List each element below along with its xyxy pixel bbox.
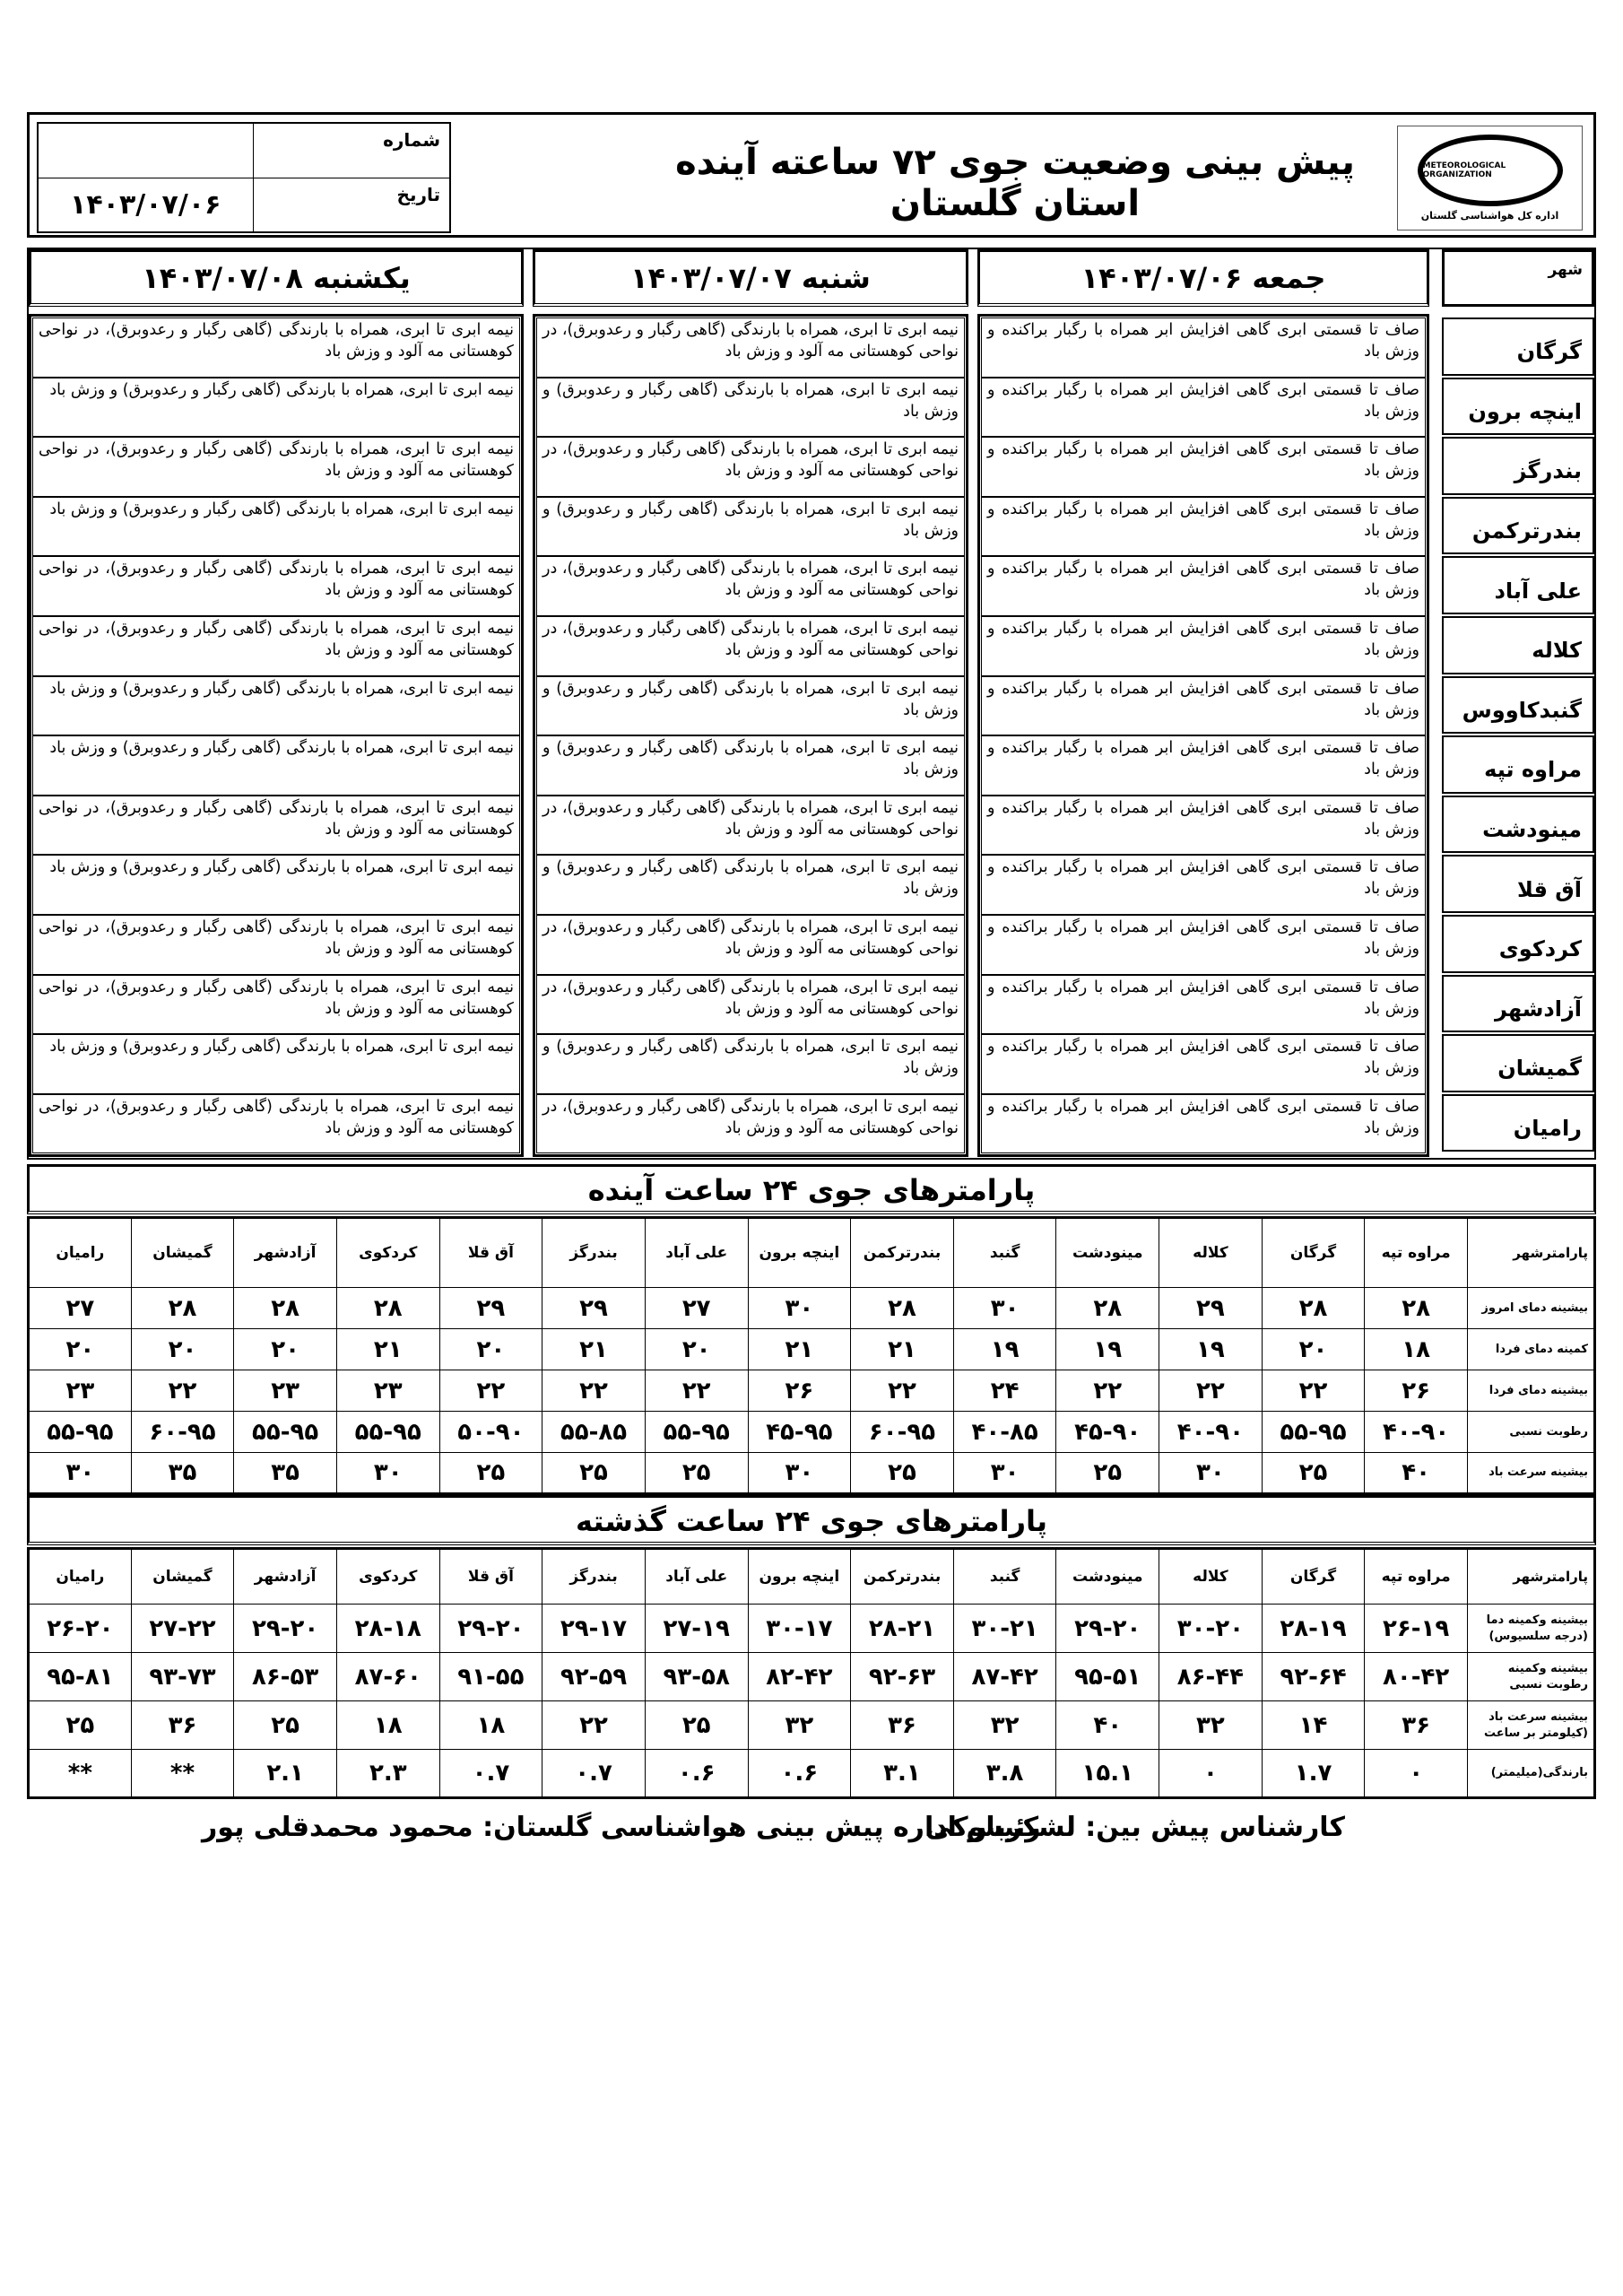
parameter-row: [29, 1288, 1595, 1329]
parameter-label: بیشینه وکمینه رطوبت نسبی: [1468, 1653, 1595, 1701]
city-column-header: مینودشت: [1056, 1218, 1159, 1288]
parameter-row: [29, 1412, 1595, 1453]
forecast-cell: نیمه ابری تا ابری، همراه با بارندگی (گاهی رگبار و رعدوبرق)، در نواحی کوهستانی مه آلود و وزش باد: [536, 915, 965, 975]
parameter-value: ۲۸: [1056, 1288, 1159, 1329]
parameter-value: ۳۲: [748, 1701, 851, 1750]
day-header-3: یکشنبه ۱۴۰۳/۰۷/۰۸: [29, 249, 524, 307]
parameter-value: ۲۲: [542, 1701, 646, 1750]
parameter-value: ۹۱-۵۵: [439, 1653, 542, 1701]
parameter-value: ۲۷-۱۹: [645, 1605, 748, 1653]
parameter-value: ۱۸: [1365, 1329, 1468, 1370]
forecast-cell: نیمه ابری تا ابری، همراه با بارندگی (گاهی رگبار و رعدوبرق) و وزش باد: [32, 855, 520, 915]
parameter-value: ۵۵-۹۵: [234, 1412, 337, 1453]
city-column-header: گمیشان: [131, 1549, 234, 1605]
parameter-value: ۵۵-۹۵: [1262, 1412, 1365, 1453]
forecast-cell: صاف تا قسمتی ابری گاهی افزایش ابر همراه با رگبار براکنده و وزش باد: [981, 1094, 1426, 1154]
city-column-header: اینچه برون: [748, 1549, 851, 1605]
parameter-value: ۲۵: [645, 1453, 748, 1494]
parameter-value: ۴۰-۹۰: [1365, 1412, 1468, 1453]
parameter-value: ۲۶-۱۹: [1365, 1605, 1468, 1653]
parameter-value: ۲۶: [748, 1370, 851, 1412]
parameter-value: ۴۰-۸۵: [953, 1412, 1056, 1453]
parameter-value: ۱.۷: [1262, 1750, 1365, 1798]
parameter-value: ۱۹: [1056, 1329, 1159, 1370]
parameter-value: ۲۹-۲۰: [234, 1605, 337, 1653]
parameter-value: ۲۹: [542, 1288, 646, 1329]
parameter-value: ۳۵: [234, 1453, 337, 1494]
parameter-value: ۸۶-۴۴: [1159, 1653, 1263, 1701]
city-column-header: کلاله: [1159, 1218, 1263, 1288]
parameter-value: **: [29, 1750, 132, 1798]
parameter-value: ۶۰-۹۵: [851, 1412, 954, 1453]
parameter-value: ۹۲-۶۳: [851, 1653, 954, 1701]
parameter-value: ۱۹: [1159, 1329, 1263, 1370]
parameter-value: ۹۳-۷۳: [131, 1653, 234, 1701]
parameter-value: ۲۸: [131, 1288, 234, 1329]
forecast-city-4: علی آباد: [1442, 556, 1594, 614]
parameter-value: ۲۲: [1262, 1370, 1365, 1412]
city-column-header: گرگان: [1262, 1549, 1365, 1605]
forecast-cell: صاف تا قسمتی ابری گاهی افزایش ابر همراه با رگبار براکنده و وزش باد: [981, 735, 1426, 796]
parameter-value: ۲۲: [439, 1370, 542, 1412]
forecast-city-3: بندرترکمن: [1442, 497, 1594, 555]
forecast-cell: نیمه ابری تا ابری، همراه با بارندگی (گاهی رگبار و رعدوبرق)، در نواحی کوهستانی مه آلود و وزش باد: [32, 796, 520, 856]
parameter-value: **: [131, 1750, 234, 1798]
parameter-value: ۳۰-۲۱: [953, 1605, 1056, 1653]
forecast-city-13: رامیان: [1442, 1094, 1594, 1152]
parameter-value: ۹۵-۸۱: [29, 1653, 132, 1701]
forecast-cell: نیمه ابری تا ابری، همراه با بارندگی (گاهی رگبار و رعدوبرق) و وزش باد: [536, 676, 965, 736]
forecast-cell: نیمه ابری تا ابری، همراه با بارندگی (گاهی رگبار و رعدوبرق)، در نواحی کوهستانی مه آلود و وزش باد: [536, 1094, 965, 1154]
parameter-value: ۲۸-۱۹: [1262, 1605, 1365, 1653]
parameter-value: ۶۰-۹۵: [131, 1412, 234, 1453]
forecast-cell: صاف تا قسمتی ابری گاهی افزایش ابر همراه با رگبار براکنده و وزش باد: [981, 1034, 1426, 1094]
parameter-value: ۲۲: [1056, 1370, 1159, 1412]
parameter-value: ۲۶: [1365, 1370, 1468, 1412]
city-column-header: آزادشهر: [234, 1218, 337, 1288]
parameter-label: بیشینه سرعت باد (کیلومتر بر ساعت: [1468, 1701, 1595, 1750]
forecast-cell: نیمه ابری تا ابری، همراه با بارندگی (گاهی رگبار و رعدوبرق)، در نواحی کوهستانی مه آلود و وزش باد: [32, 556, 520, 616]
city-column-header: گمیشان: [131, 1218, 234, 1288]
department-head-name: رئیس اداره پیش بینی هواشناسی گلستان: محمود محمدقلی پور: [202, 1812, 1041, 1843]
parameter-label: بیشینه سرعت باد: [1468, 1453, 1595, 1494]
parameter-value: ۴۰: [1056, 1701, 1159, 1750]
parameter-value: ۲۵: [1262, 1453, 1365, 1494]
parameter-city-corner: پارامترشهر: [1468, 1549, 1595, 1605]
meteorological-organization-logo: [1397, 126, 1583, 230]
parameter-value: ۲۰: [234, 1329, 337, 1370]
parameter-value: ۰.۷: [439, 1750, 542, 1798]
city-column-header: رامیان: [29, 1218, 132, 1288]
forecast-cell: نیمه ابری تا ابری، همراه با بارندگی (گاهی رگبار و رعدوبرق)، در نواحی کوهستانی مه آلود و وزش باد: [32, 437, 520, 497]
parameter-row: [29, 1453, 1595, 1494]
parameter-row: [29, 1653, 1595, 1701]
parameter-value: ۴۰: [1365, 1453, 1468, 1494]
forecast-city-6: گنبدکاووس: [1442, 676, 1594, 735]
city-column-header: کردکوی: [336, 1549, 439, 1605]
number-date-table: [37, 122, 451, 233]
forecast-section: [27, 248, 1596, 1160]
parameter-value: ۸۲-۴۲: [748, 1653, 851, 1701]
forecast-cell: نیمه ابری تا ابری، همراه با بارندگی (گاهی رگبار و رعدوبرق) و وزش باد: [32, 735, 520, 796]
city-column-header: آق قلا: [439, 1218, 542, 1288]
parameter-label: بارندگی(میلیمتر): [1468, 1750, 1595, 1798]
forecast-cell: صاف تا قسمتی ابری گاهی افزایش ابر همراه با رگبار براکنده و وزش باد: [981, 616, 1426, 676]
forecast-city-5: کلاله: [1442, 616, 1594, 674]
parameter-value: ۲۹: [1159, 1288, 1263, 1329]
parameter-value: ۲۳: [234, 1370, 337, 1412]
forecast-city-11: آزادشهر: [1442, 975, 1594, 1033]
forecast-cell: صاف تا قسمتی ابری گاهی افزایش ابر همراه با رگبار براکنده و وزش باد: [981, 915, 1426, 975]
number-label: شماره: [253, 123, 450, 178]
parameter-value: ۲۱: [851, 1329, 954, 1370]
past24-table: [27, 1547, 1596, 1799]
parameter-value: ۳۶: [851, 1701, 954, 1750]
parameter-value: ۳۰-۱۷: [748, 1605, 851, 1653]
parameter-value: ۳۰: [1159, 1453, 1263, 1494]
parameter-value: ۲۵: [542, 1453, 646, 1494]
city-column-header: مراوه تپه: [1365, 1549, 1468, 1605]
city-column-header: بندرگز: [542, 1218, 646, 1288]
forecast-city-2: بندرگز: [1442, 437, 1594, 495]
parameter-city-corner: پارامترشهر: [1468, 1218, 1595, 1288]
parameter-label: بیشینه وکمینه دما (درجه سلسیوس): [1468, 1605, 1595, 1653]
forecast-city-1: اینچه برون: [1442, 378, 1594, 436]
parameter-value: ۹۳-۵۸: [645, 1653, 748, 1701]
next24-table: [27, 1216, 1596, 1495]
forecast-cell: نیمه ابری تا ابری، همراه با بارندگی (گاهی رگبار و رعدوبرق) و وزش باد: [536, 735, 965, 796]
number-value: [38, 123, 253, 178]
parameter-value: ۳۶: [131, 1701, 234, 1750]
parameter-value: ۲۹: [439, 1288, 542, 1329]
parameter-value: ۰.۶: [645, 1750, 748, 1798]
forecast-cell: صاف تا قسمتی ابری گاهی افزایش ابر همراه با رگبار براکنده و وزش باد: [981, 556, 1426, 616]
parameter-value: ۲۸-۱۸: [336, 1605, 439, 1653]
parameter-value: ۳.۸: [953, 1750, 1056, 1798]
parameter-value: ۱۹: [953, 1329, 1056, 1370]
parameter-value: ۲۹-۱۷: [542, 1605, 646, 1653]
parameter-value: ۲۸: [336, 1288, 439, 1329]
parameter-value: ۲۳: [29, 1370, 132, 1412]
city-column-header: مینودشت: [1056, 1549, 1159, 1605]
parameter-value: ۳۲: [1159, 1701, 1263, 1750]
forecast-cell: صاف تا قسمتی ابری گاهی افزایش ابر همراه با رگبار براکنده و وزش باد: [981, 437, 1426, 497]
parameter-value: ۲.۱: [234, 1750, 337, 1798]
city-column-header: مراوه تپه: [1365, 1218, 1468, 1288]
parameter-value: ۳۰: [748, 1453, 851, 1494]
city-column-header: اینچه برون: [748, 1218, 851, 1288]
parameter-value: ۹۲-۵۹: [542, 1653, 646, 1701]
forecast-cell: نیمه ابری تا ابری، همراه با بارندگی (گاهی رگبار و رعدوبرق)، در نواحی کوهستانی مه آلود و وزش باد: [536, 437, 965, 497]
forecast-cell: صاف تا قسمتی ابری گاهی افزایش ابر همراه با رگبار براکنده و وزش باد: [981, 676, 1426, 736]
forecast-cell: نیمه ابری تا ابری، همراه با بارندگی (گاهی رگبار و رعدوبرق) و وزش باد: [32, 676, 520, 736]
forecast-cell: نیمه ابری تا ابری، همراه با بارندگی (گاهی رگبار و رعدوبرق) و وزش باد: [536, 1034, 965, 1094]
parameter-value: ۳۵: [131, 1453, 234, 1494]
parameter-value: ۲.۳: [336, 1750, 439, 1798]
forecast-cell: نیمه ابری تا ابری، همراه با بارندگی (گاهی رگبار و رعدوبرق) و وزش باد: [32, 378, 520, 438]
parameter-value: ۱۵.۱: [1056, 1750, 1159, 1798]
forecast-cell: صاف تا قسمتی ابری گاهی افزایش ابر همراه با رگبار براکنده و وزش باد: [981, 855, 1426, 915]
parameter-value: ۲۲: [1159, 1370, 1263, 1412]
forecast-cell: نیمه ابری تا ابری، همراه با بارندگی (گاهی رگبار و رعدوبرق)، در نواحی کوهستانی مه آلود و وزش باد: [536, 556, 965, 616]
date-value: ۱۴۰۳/۰۷/۰۶: [38, 178, 253, 232]
city-column-header: کردکوی: [336, 1218, 439, 1288]
parameter-value: ۵۵-۹۵: [336, 1412, 439, 1453]
parameter-value: ۲۸: [234, 1288, 337, 1329]
forecast-cell: نیمه ابری تا ابری، همراه با بارندگی (گاهی رگبار و رعدوبرق)، در نواحی کوهستانی مه آلود و وزش باد: [536, 317, 965, 378]
forecast-city-10: کردکوی: [1442, 915, 1594, 973]
parameter-value: ۳۰: [748, 1288, 851, 1329]
parameter-value: ۸۰-۴۲: [1365, 1653, 1468, 1701]
parameter-value: ۸۷-۴۲: [953, 1653, 1056, 1701]
forecast-cell: نیمه ابری تا ابری، همراه با بارندگی (گاهی رگبار و رعدوبرق)، در نواحی کوهستانی مه آلود و وزش باد: [536, 616, 965, 676]
city-column-header: بندرترکمن: [851, 1549, 954, 1605]
parameter-value: ۳۰-۲۰: [1159, 1605, 1263, 1653]
parameter-value: ۵۰-۹۰: [439, 1412, 542, 1453]
parameter-value: ۱۸: [439, 1701, 542, 1750]
parameter-value: ۲۷: [645, 1288, 748, 1329]
parameter-value: ۲۸-۲۱: [851, 1605, 954, 1653]
parameter-value: ۳.۱: [851, 1750, 954, 1798]
next24-title: پارامترهای جوی ۲۴ ساعت آینده: [27, 1164, 1596, 1214]
parameter-row: [29, 1329, 1595, 1370]
parameter-value: ۲۰: [645, 1329, 748, 1370]
forecast-cell: نیمه ابری تا ابری، همراه با بارندگی (گاهی رگبار و رعدوبرق)، در نواحی کوهستانی مه آلود و وزش باد: [536, 796, 965, 856]
parameter-value: ۰.۶: [748, 1750, 851, 1798]
forecast-city-12: گمیشان: [1442, 1034, 1594, 1092]
city-column-header: گنبد: [953, 1218, 1056, 1288]
parameter-label: بیشینه دمای فردا: [1468, 1370, 1595, 1412]
logo-emblem-icon: [1418, 135, 1563, 206]
parameter-value: ۲۰: [131, 1329, 234, 1370]
parameter-row: [29, 1370, 1595, 1412]
forecast-cell: نیمه ابری تا ابری، همراه با بارندگی (گاهی رگبار و رعدوبرق) و وزش باد: [536, 497, 965, 557]
parameter-value: ۰: [1365, 1750, 1468, 1798]
parameter-value: ۲۵: [439, 1453, 542, 1494]
parameter-value: ۲۸: [851, 1288, 954, 1329]
forecast-city-8: مینودشت: [1442, 796, 1594, 854]
parameter-value: ۲۲: [542, 1370, 646, 1412]
parameter-row: [29, 1605, 1595, 1653]
parameter-value: ۳۰: [953, 1288, 1056, 1329]
parameter-value: ۳۶: [1365, 1701, 1468, 1750]
parameter-value: ۲۸: [1365, 1288, 1468, 1329]
parameter-value: ۲۷: [29, 1288, 132, 1329]
parameter-value: ۲۵: [1056, 1453, 1159, 1494]
parameter-value: ۲۹-۲۰: [1056, 1605, 1159, 1653]
parameter-value: ۸۶-۵۳: [234, 1653, 337, 1701]
parameter-value: ۲۱: [336, 1329, 439, 1370]
parameter-value: ۲۹-۲۰: [439, 1605, 542, 1653]
parameter-value: ۲۲: [131, 1370, 234, 1412]
forecast-city-9: آق قلا: [1442, 855, 1594, 913]
parameter-value: ۴۵-۹۰: [1056, 1412, 1159, 1453]
parameter-value: ۳۰: [29, 1453, 132, 1494]
parameter-row: [29, 1701, 1595, 1750]
forecast-city-7: مراوه تپه: [1442, 735, 1594, 794]
logo-caption: اداره کل هواشناسی گلستان: [1420, 210, 1559, 222]
parameter-value: ۲۸: [1262, 1288, 1365, 1329]
parameter-label: بیشینه دمای امروز: [1468, 1288, 1595, 1329]
parameter-label: کمینه دمای فردا: [1468, 1329, 1595, 1370]
forecast-cell: نیمه ابری تا ابری، همراه با بارندگی (گاهی رگبار و رعدوبرق)، در نواحی کوهستانی مه آلود و وزش باد: [536, 975, 965, 1035]
parameter-value: ۲۵: [234, 1701, 337, 1750]
parameter-value: ۵۵-۹۵: [645, 1412, 748, 1453]
city-column-header: بندرترکمن: [851, 1218, 954, 1288]
forecast-cell: نیمه ابری تا ابری، همراه با بارندگی (گاهی رگبار و رعدوبرق) و وزش باد: [536, 378, 965, 438]
date-label: تاریخ: [253, 178, 450, 232]
parameter-value: ۵۵-۹۵: [29, 1412, 132, 1453]
parameter-value: ۳۰: [336, 1453, 439, 1494]
forecast-cell: نیمه ابری تا ابری، همراه با بارندگی (گاهی رگبار و رعدوبرق) و وزش باد: [536, 855, 965, 915]
past24-title: پارامترهای جوی ۲۴ ساعت گذشته: [27, 1495, 1596, 1545]
city-column-header: علی آباد: [645, 1218, 748, 1288]
parameter-value: ۲۷-۲۲: [131, 1605, 234, 1653]
parameter-value: ۹۵-۵۱: [1056, 1653, 1159, 1701]
parameter-value: ۲۰: [29, 1329, 132, 1370]
forecast-cell: نیمه ابری تا ابری، همراه با بارندگی (گاهی رگبار و رعدوبرق)، در نواحی کوهستانی مه آلود و وزش باد: [32, 317, 520, 378]
forecast-cell: صاف تا قسمتی ابری گاهی افزایش ابر همراه با رگبار براکنده و وزش باد: [981, 317, 1426, 378]
parameter-value: ۲۶-۲۰: [29, 1605, 132, 1653]
forecast-cell: صاف تا قسمتی ابری گاهی افزایش ابر همراه با رگبار براکنده و وزش باد: [981, 975, 1426, 1035]
parameter-label: رطوبت نسبی: [1468, 1412, 1595, 1453]
city-column-header: آق قلا: [439, 1549, 542, 1605]
day-header-2: شنبه ۱۴۰۳/۰۷/۰۷: [533, 249, 968, 307]
parameter-value: ۲۱: [542, 1329, 646, 1370]
city-column-header: آزادشهر: [234, 1549, 337, 1605]
day-header-1: جمعه ۱۴۰۳/۰۷/۰۶: [977, 249, 1429, 307]
parameter-value: ۲۵: [645, 1701, 748, 1750]
parameter-value: ۱۸: [336, 1701, 439, 1750]
forecast-cell: صاف تا قسمتی ابری گاهی افزایش ابر همراه با رگبار براکنده و وزش باد: [981, 796, 1426, 856]
parameter-value: ۲۵: [851, 1453, 954, 1494]
logo-text: METEOROLOGICAL ORGANIZATION: [1422, 161, 1506, 179]
forecast-cell: نیمه ابری تا ابری، همراه با بارندگی (گاهی رگبار و رعدوبرق)، در نواحی کوهستانی مه آلود و وزش باد: [32, 616, 520, 676]
parameter-value: ۲۰: [439, 1329, 542, 1370]
parameter-value: ۰.۷: [542, 1750, 646, 1798]
parameter-value: ۲۱: [748, 1329, 851, 1370]
parameter-value: ۲۵: [29, 1701, 132, 1750]
forecast-cell: نیمه ابری تا ابری، همراه با بارندگی (گاهی رگبار و رعدوبرق)، در نواحی کوهستانی مه آلود و وزش باد: [32, 915, 520, 975]
parameter-value: ۰: [1159, 1750, 1263, 1798]
parameter-value: ۵۵-۸۵: [542, 1412, 646, 1453]
parameter-value: ۳۲: [953, 1701, 1056, 1750]
parameter-value: ۲۰: [1262, 1329, 1365, 1370]
forecast-cell: نیمه ابری تا ابری، همراه با بارندگی (گاهی رگبار و رعدوبرق) و وزش باد: [32, 1034, 520, 1094]
parameter-value: ۴۵-۹۵: [748, 1412, 851, 1453]
city-column-header: کلاله: [1159, 1549, 1263, 1605]
report-header: [27, 112, 1596, 238]
parameter-value: ۲۳: [336, 1370, 439, 1412]
parameter-value: ۲۲: [851, 1370, 954, 1412]
forecaster-name: کارشناس پیش بین: لشکربلوکی: [924, 1812, 1345, 1843]
parameter-value: ۲۲: [645, 1370, 748, 1412]
forecast-cell: صاف تا قسمتی ابری گاهی افزایش ابر همراه با رگبار براکنده و وزش باد: [981, 497, 1426, 557]
parameter-value: ۳۰: [953, 1453, 1056, 1494]
parameter-row: [29, 1750, 1595, 1798]
forecast-cell: نیمه ابری تا ابری، همراه با بارندگی (گاهی رگبار و رعدوبرق) و وزش باد: [32, 497, 520, 557]
parameter-value: ۸۷-۶۰: [336, 1653, 439, 1701]
forecast-cell: نیمه ابری تا ابری، همراه با بارندگی (گاهی رگبار و رعدوبرق)، در نواحی کوهستانی مه آلود و وزش باد: [32, 975, 520, 1035]
forecast-cell: نیمه ابری تا ابری، همراه با بارندگی (گاهی رگبار و رعدوبرق)، در نواحی کوهستانی مه آلود و وزش باد: [32, 1094, 520, 1154]
parameter-value: ۹۲-۶۴: [1262, 1653, 1365, 1701]
city-column-header: گرگان: [1262, 1218, 1365, 1288]
parameter-value: ۲۴: [953, 1370, 1056, 1412]
forecast-cell: صاف تا قسمتی ابری گاهی افزایش ابر همراه با رگبار براکنده و وزش باد: [981, 378, 1426, 438]
forecast-city-0: گرگان: [1442, 317, 1594, 376]
parameter-value: ۴۰-۹۰: [1159, 1412, 1263, 1453]
city-column-header: گنبد: [953, 1549, 1056, 1605]
parameter-value: ۱۴: [1262, 1701, 1365, 1750]
city-column-header: شهر: [1442, 249, 1594, 307]
city-column-header: رامیان: [29, 1549, 132, 1605]
city-column-header: بندرگز: [542, 1549, 646, 1605]
page-title: پیش بینی وضعیت جوی ۷۲ ساعته آینده استان گلستان: [675, 142, 1355, 224]
city-column-header: علی آباد: [645, 1549, 748, 1605]
